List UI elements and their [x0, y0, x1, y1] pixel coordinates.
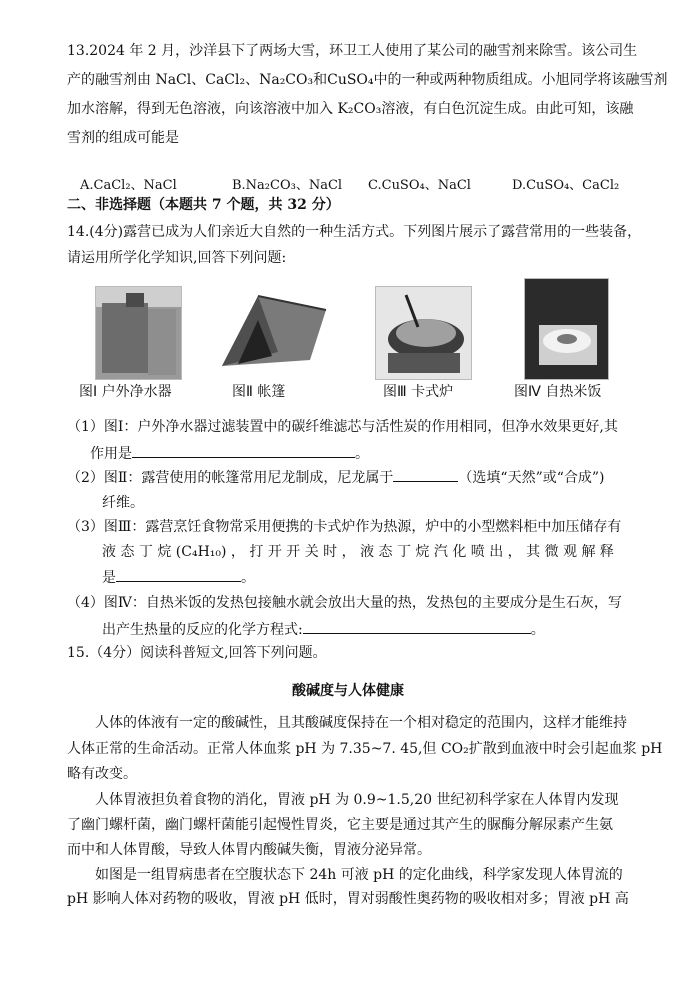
- q13-line4: 雪剂的组成可能是: [67, 130, 179, 146]
- self-heating-rice-photo: [524, 278, 609, 380]
- period: 。: [241, 570, 255, 586]
- q14-sub3-prompt: 是: [102, 570, 116, 586]
- q15-p3-line1: 如图是一组胃病患者在空腹状态下 24h 可液 pH 的定化曲线，科学家发现人体胃流的: [95, 867, 623, 883]
- q13-option-d: D.CuSO₄、CaCl₂: [512, 178, 620, 193]
- q15-intro: 15.（4分）阅读科普短文,回答下列问题。: [67, 645, 327, 661]
- answer-blank-3[interactable]: [116, 567, 241, 582]
- q14-sub1-line2: [90, 443, 369, 464]
- q14-sub2-prompt: （2）图Ⅱ：露营使用的帐篷常用尼龙制成，尼龙属于: [67, 470, 394, 486]
- q15-p1-line2: 人体正常的生命活动。正常人体血浆 pH 为 7.35~7. 45,但 CO₂扩散到血液中时会引起血浆 pH: [67, 741, 663, 757]
- q14-sub3-line2: 液 态 丁 烷 (C₄H₁₀) ， 打 开 开 关 时 ， 液 态 丁 烷 汽 化 喷 出 ， 其 微 观 解 释: [102, 544, 614, 560]
- q13-option-c: C.CuSO₄、NaCl: [368, 178, 471, 193]
- caption-fig3: 图Ⅲ 卡式炉: [383, 384, 454, 400]
- q14-sub1-line1: （1）图Ⅰ：户外净水器过滤装置中的碳纤维滤芯与活性炭的作用相同，但净水效果更好,其: [67, 419, 618, 435]
- water-purifier-photo: [95, 286, 182, 380]
- q13-line2: 产的融雪剂由 NaCl、CaCl₂、Na₂CO₃和CuSO₄中的一种或两种物质组成。小旭同学将该融雪剂: [67, 72, 668, 88]
- q13-line1: 13.2024 年 2 月，沙洋县下了两场大雪，环卫工人使用了某公司的融雪剂来除雪。该公司生: [67, 43, 638, 59]
- q14-sub2-line1: [67, 467, 605, 488]
- q15-p2-line1: 人体胃液担负着食物的消化，胃液 pH 为 0.9~1.5,20 世纪初科学家在人体胃内发现: [95, 792, 619, 808]
- period: 。: [530, 622, 545, 638]
- q15-p1-line1: 人体的体液有一定的酸碱性，且其酸碱度保持在一个相对稳定的范围内，这样才能维持: [95, 715, 627, 731]
- q14-line2: 请运用所学化学知识,回答下列问题:: [67, 250, 287, 266]
- period: 。: [355, 446, 369, 462]
- q15-p3-line2: pH 影响人体对药物的吸收，胃液 pH 低时，胃对弱酸性奥药物的吸收相对多；胃液 pH 高: [67, 891, 629, 907]
- cassette-stove-photo: [375, 286, 472, 380]
- article-title: 酸碱度与人体健康: [292, 683, 404, 699]
- answer-blank-1[interactable]: [132, 443, 355, 458]
- tent-photo: [218, 290, 330, 374]
- q14-line1: 14.(4分)露营已成为人们亲近大自然的一种生活方式。下列图片展示了露营常用的一些装备，: [67, 224, 642, 240]
- q13-line3: 加水溶解，得到无色溶液，向该溶液中加入 K₂CO₃溶液，有白色沉淀生成。由此可知，该融: [67, 101, 634, 117]
- caption-fig2: 图Ⅱ 帐篷: [232, 384, 286, 400]
- q14-sub4-prompt: 出产生热量的反应的化学方程式:: [102, 622, 303, 638]
- q15-p1-line3: 略有改变。: [67, 766, 137, 782]
- q14-sub1-prompt: 作用是: [90, 446, 132, 462]
- q14-sub3-line1: （3）图Ⅲ：露营烹饪食物常采用便携的卡式炉作为热源，炉中的小型燃料柜中加压储存有: [67, 519, 622, 535]
- section-heading: 二、非选择题（本题共 7 个题，共 32 分）: [67, 197, 340, 213]
- answer-blank-2[interactable]: [393, 467, 458, 482]
- caption-fig4: 图Ⅳ 自热米饭: [514, 384, 602, 400]
- q14-sub3-line3: [102, 567, 255, 588]
- q14-sub4-line1: （4）图Ⅳ：自热米饭的发热包接触水就会放出大量的热，发热包的主要成分是生石灰，写: [67, 595, 622, 611]
- q13-option-a: A.CaCl₂、NaCl: [80, 178, 177, 193]
- q14-sub2-choice: （选填“天然”或“合成”): [458, 470, 605, 486]
- q14-sub4-line2: [102, 619, 545, 640]
- q14-sub2-line2: 纤维。: [102, 495, 144, 511]
- answer-blank-4[interactable]: [303, 619, 531, 634]
- q15-p2-line2: 了幽门螺杆菌，幽门螺杆菌能引起慢性胃炎，它主要是通过其产生的脲酶分解尿素产生氨: [67, 817, 613, 833]
- q13-option-b: B.Na₂CO₃、NaCl: [232, 178, 343, 193]
- q15-p2-line3: 而中和人体胃酸，导致人体胃内酸碱失衡，胃液分泌异常。: [67, 842, 431, 858]
- caption-fig1: 图Ⅰ 户外净水器: [79, 384, 172, 400]
